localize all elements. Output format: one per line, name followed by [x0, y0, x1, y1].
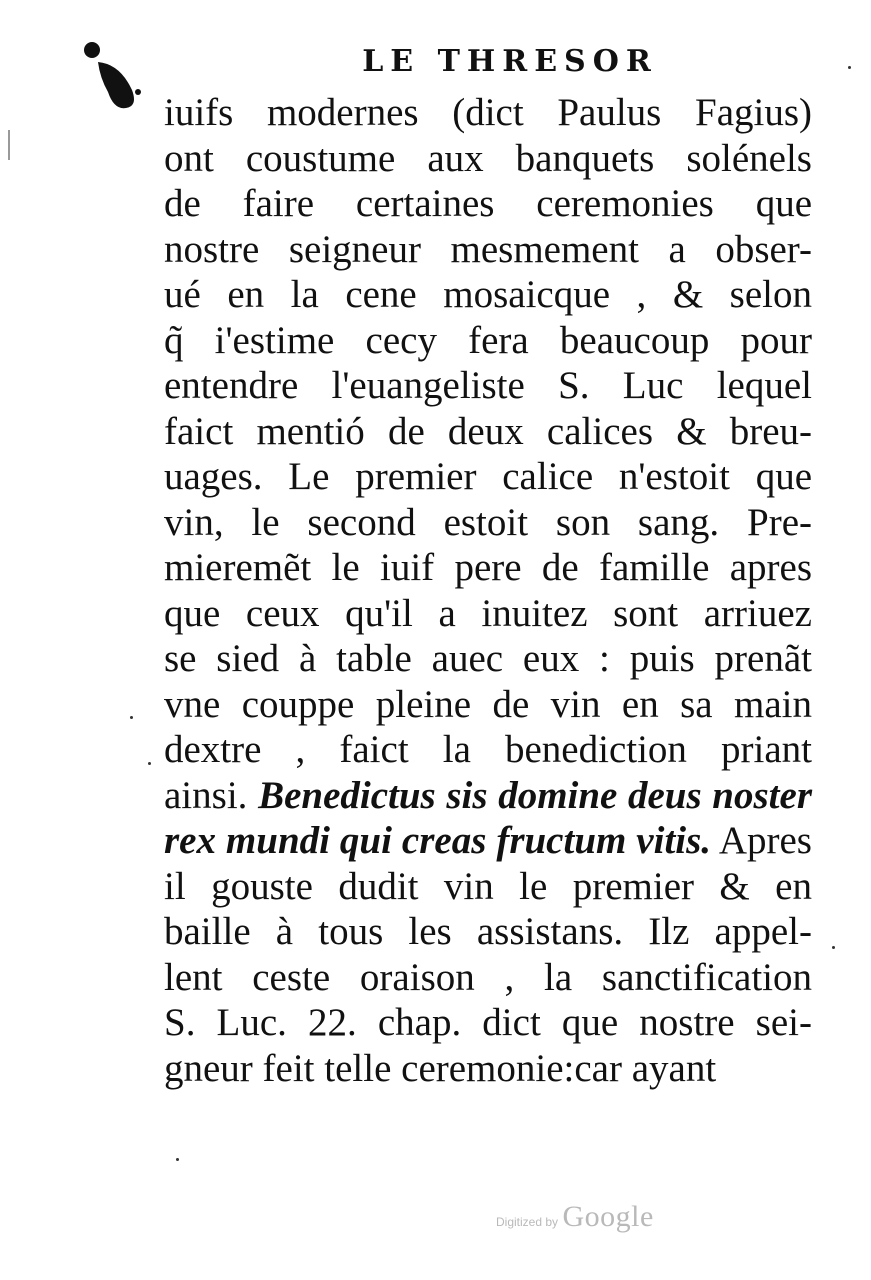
text-line: ont coustume aux banquets solénels [164, 136, 812, 180]
text-line: nostre seigneur mesmement a obser- [164, 227, 812, 271]
text-line: q̃ i'estime cecy fera beaucoup pour [164, 318, 812, 362]
text-line: faict mentió de deux calices & breu- [164, 409, 812, 453]
speck [848, 66, 851, 69]
text-line-mixed [164, 773, 812, 819]
latin-quote: rex mundi qui creas fructum vitis. [164, 819, 712, 862]
roman-text: Apres [718, 819, 812, 862]
text-line: mieremẽt le iuif pere de famille apres [164, 546, 812, 589]
roman-text: ainsi. [164, 773, 248, 817]
page-edge-mark [8, 130, 10, 160]
text-line: S. Luc. 22. chap. dict que nostre sei- [164, 1001, 812, 1044]
speck [176, 1158, 179, 1161]
text-line: lent ceste oraison , la sanctification [164, 955, 812, 999]
text-line: iuifs modernes (dict Paulus Fagius) [164, 91, 812, 134]
speck [130, 716, 133, 719]
text-line: uages. Le premier calice n'estoit que [164, 455, 812, 498]
speck [148, 762, 151, 765]
text-line: ué en la cene mosaicque , & selon [164, 273, 812, 316]
body-text [164, 90, 812, 1091]
text-line: de faire certaines ceremonies que [164, 182, 812, 225]
watermark-caption: Digitized by [496, 1215, 559, 1229]
text-line: entendre l'euangeliste S. Luc lequel [164, 364, 812, 407]
text-line: se sied à table auec eux : puis prenãt [164, 637, 812, 680]
text-line: gneur feit telle ceremonie:car ayant [164, 1046, 717, 1090]
ink-blot-mark [80, 40, 144, 112]
text-line: que ceux qu'il a inuitez sont arriuez [164, 591, 812, 635]
text-line: il gouste dudit vin le premier & en [164, 864, 812, 908]
text-line: vne couppe pleine de vin en sa main [164, 682, 812, 726]
google-logo: Google [562, 1200, 654, 1233]
latin-quote: Benedictus sis domine deus noster [258, 773, 812, 817]
text-line: baille à tous les assistans. Ilz appel- [164, 910, 812, 953]
text-line: vin, le second estoit son sang. Pre- [164, 500, 812, 544]
text-line: dextre , faict la benediction priant [164, 728, 812, 771]
text-line-mixed [164, 818, 812, 864]
speck [832, 946, 835, 949]
digitized-watermark [496, 1200, 654, 1234]
running-head: LE THRESOR [362, 44, 658, 79]
